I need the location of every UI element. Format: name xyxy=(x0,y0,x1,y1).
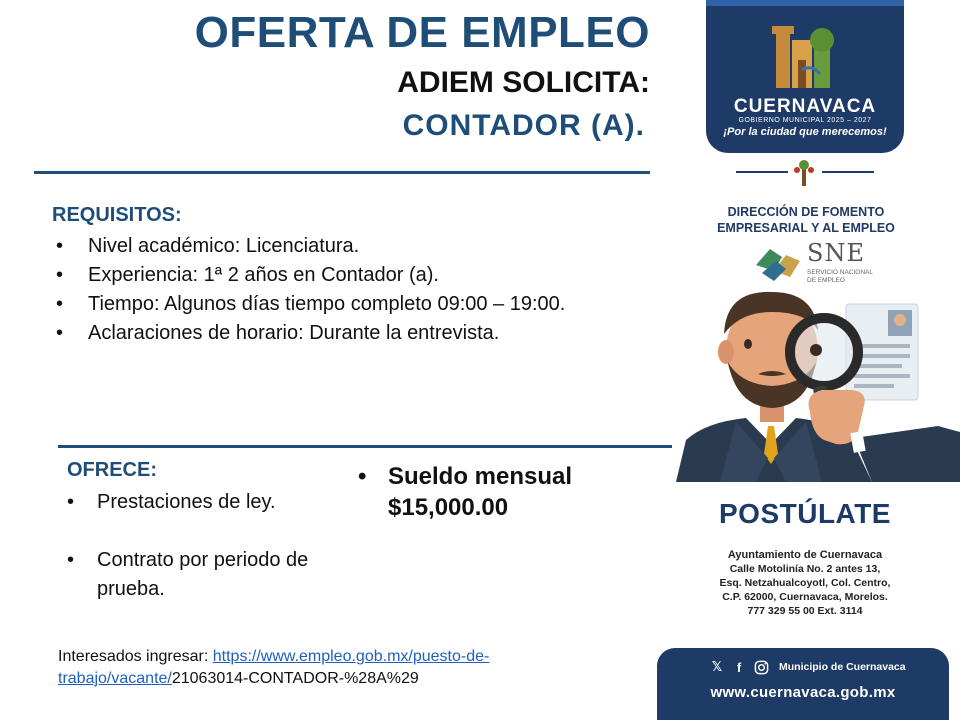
requirements-list xyxy=(52,232,612,348)
contact-prefix: Interesados ingresar: xyxy=(58,648,213,665)
handshake-icon xyxy=(752,237,804,287)
facebook-icon[interactable]: f xyxy=(736,659,742,675)
address-line: Ayuntamiento de Cuernavaca xyxy=(727,549,883,561)
social-row xyxy=(709,659,906,675)
sne-caption-line: SERVICIO NACIONAL xyxy=(807,269,873,276)
badge-city-name: CUERNAVACA xyxy=(733,96,877,117)
list-item: • Nivel académico: Licenciatura. xyxy=(52,232,612,261)
salary-value: $15,000.00 xyxy=(388,494,509,521)
list-item: • Experiencia: 1ª 2 años en Contador (a). xyxy=(52,261,612,290)
instagram-icon[interactable] xyxy=(753,659,769,675)
recruiter-illustration xyxy=(676,282,960,482)
company-heading: ADIEM SOLICITA: xyxy=(397,66,650,99)
address-line: C.P. 62000, Cuernavaca, Morelos. xyxy=(722,591,888,603)
directorate-line: EMPRESARIAL Y AL EMPLEO xyxy=(717,221,895,235)
sne-logo xyxy=(752,237,882,287)
apply-heading: POSTÚLATE xyxy=(719,498,891,529)
salary-block xyxy=(356,461,626,523)
emblem-icon xyxy=(792,158,816,188)
municipal-badge xyxy=(706,0,904,153)
salary-label: • Sueldo mensual xyxy=(388,463,573,490)
list-item: • Aclaraciones de horario: Durante la entrevista. xyxy=(52,319,612,348)
x-icon[interactable]: 𝕏 xyxy=(711,659,723,674)
divider-middle xyxy=(58,445,672,448)
address-line: Calle Motolinía No. 2 antes 13, xyxy=(729,563,881,575)
footer-bar xyxy=(657,648,949,720)
directorate-line: DIRECCIÓN DE FOMENTO xyxy=(727,205,885,219)
badge-slogan: ¡Por la ciudad que merecemos! xyxy=(723,126,887,138)
page-title: OFERTA DE EMPLEO xyxy=(194,8,650,57)
position-heading: CONTADOR (A). xyxy=(402,109,645,142)
divider-top xyxy=(34,171,650,174)
list-item: • Contrato por periodo de prueba. xyxy=(67,546,362,604)
requirements-heading: REQUISITOS: xyxy=(52,204,182,226)
vacancy-link[interactable]: https://www.empleo.gob.mx/puesto-de-trabajo/vacante/ xyxy=(58,648,490,687)
address-line: Esq. Netzahualcoyotl, Col. Centro, xyxy=(719,577,891,589)
contact-suffix: 21063014-CONTADOR-%28A%29 xyxy=(171,670,419,687)
sne-wordmark: SNE xyxy=(807,239,865,267)
social-handle: Municipio de Cuernavaca xyxy=(779,661,906,673)
website-url[interactable]: www.cuernavaca.gob.mx xyxy=(710,684,896,701)
address-block xyxy=(690,548,920,618)
list-item: • Tiempo: Algunos días tiempo completo 09:00 – 19:00. xyxy=(52,290,612,319)
list-item: • Prestaciones de ley. xyxy=(67,488,362,517)
emblem-line-right xyxy=(822,171,874,173)
contact-line xyxy=(58,646,618,690)
emblem-line-left xyxy=(736,171,788,173)
sne-caption-line: DE EMPLEO xyxy=(807,277,845,284)
city-crest-icon xyxy=(706,0,904,96)
offer-heading: OFRECE: xyxy=(67,459,157,481)
offer-list xyxy=(67,488,362,604)
address-line: 777 329 55 00 Ext. 3114 xyxy=(747,605,863,617)
badge-government: GOBIERNO MUNICIPAL 2025 – 2027 xyxy=(738,117,872,124)
directorate-title xyxy=(700,204,912,236)
